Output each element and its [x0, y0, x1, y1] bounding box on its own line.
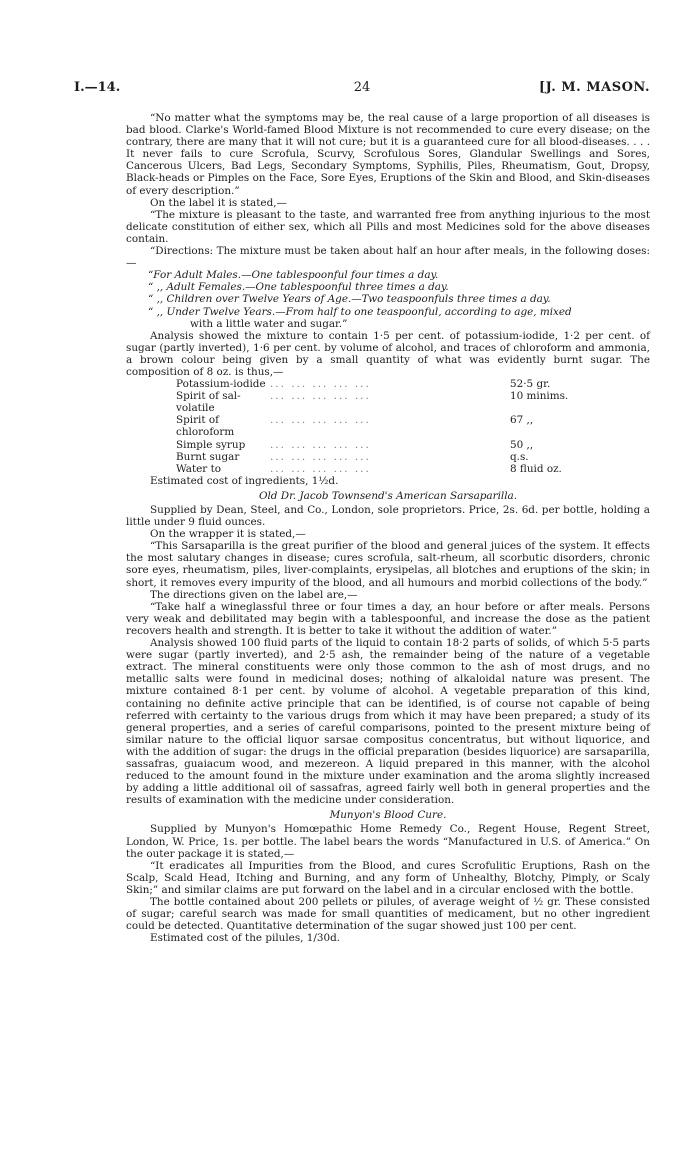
composition-name: Simple syrup: [176, 438, 246, 451]
townsend-wrapper-text: “This Sarsaparilla is the great purifier of the blood and general juices of the system. It effects the most salutary changes in disease; cures scrofula, salt-rheum, all scorbutic disorders, chronic sore eyes, rheumatism, piles, liver-complaints, erysipelas, all blotches and eruptions of the skin; in short, it removes every impurity of the blood, and all humours and morbid collections of the body.”: [126, 540, 650, 589]
munyon-claims: “It eradicates all Impurities from the Blood, and cures Scrofulitic Eruptions, Rash on the Scalp, Scald Head, Itching and Burning, and any form of Unhealthy, Blotchy, Pimply, or Scaly Skin;” and similar claims are put forward on the label and in a circular enclosed with the bottle.: [126, 859, 650, 896]
composition-dots: ... ... ... ... ...: [270, 438, 371, 451]
composition-name: Spirit of chloroform: [176, 414, 235, 439]
composition-row: [176, 378, 600, 390]
composition-dots: ... ... ... ... ...: [270, 462, 371, 475]
dose-adult-males: “For Adult Males.—One tablespoonful four times a day.: [148, 269, 439, 282]
clarke-label-intro: On the label it is stated,—: [150, 196, 287, 209]
composition-name: Potassium-iodide: [176, 378, 266, 391]
clarke-analysis: Analysis showed the mixture to contain 1·5 per cent. of potassium-iodide, 1·2 per cent. of sugar (partly inverted), 1·6 per cent. by volume of alcohol, and traces of chloroform and ammonia, a brown colour being given by a small quantity of what was evidently burnt sugar. The composition of 8 oz. is thus,—: [126, 329, 650, 378]
composition-dots: ... ... ... ... ...: [270, 450, 371, 463]
composition-dots: ... ... ... ... ...: [270, 414, 371, 427]
composition-amount: 10 minims.: [510, 390, 569, 403]
composition-table: [176, 378, 600, 475]
composition-row: [176, 451, 600, 463]
clarke-cost: Estimated cost of ingredients, 1½d.: [150, 474, 339, 487]
composition-amount: 52·5 gr.: [510, 378, 551, 391]
townsend-directions: “Take half a wineglassful three or four times a day, an hour before or after meals. Persons very weak and debilitated may begin with a tablespoonful, and increase the dose as the patient recovers health and strength. It is better to take it without the addition of water.”: [126, 600, 650, 637]
page-body: [126, 112, 650, 944]
author-name: [J. M. MASON.: [538, 80, 650, 95]
composition-row: [176, 414, 600, 438]
report-number: I.—14.: [74, 80, 121, 95]
townsend-directions-intro: The directions given on the label are,—: [150, 588, 358, 601]
composition-name: Water to: [176, 462, 221, 475]
composition-name: Spirit of sal-volatile: [176, 390, 241, 415]
clarke-label-text: “The mixture is pleasant to the taste, and warranted free from anything injurious to the most delicate constitution of either sex, which all Pills and most Medicines sold for the above diseases contain.: [126, 208, 650, 245]
townsend-analysis: Analysis showed 100 fluid parts of the liquid to contain 18·2 parts of solids, of which 5·5 parts were sugar (partly inverted), and 2·5 ash, the remainder being of the nature of a vegetable extract. The mineral constituents were only those common to the ash of most drugs, and no metallic salts were found in medicinal doses; nothing of alkaloidal nature was present. The mixture contained 8·1 per cent. by volume of alcohol. A vegetable preparation of this kind, containing no definite active principle that can be identified, is of course not capable of being referred with certainty to the various drugs from which it may have been prepared; a study of its general properties, and a series of careful comparisons, pointed to the present mixture being of similar nature to the official liquor sarsae compositus concentratus, but without liquorice, and with the addition of sugar: the drugs in the official preparation (besides liquorice) are sarsaparilla, sassafras, guaiacum wood, and mezereon. A liquid prepared in this manner, with the alcohol reduced to the amount found in the mixture under examination and the aroma slightly increased by adding a little additional oil of sassafras, agreed fairly well both in general properties and the results of examination with the medicine under consideration.: [126, 637, 650, 807]
dose-children-over-twelve: “ ,, Children over Twelve Years of Age.—Two teaspoonfuls three times a day.: [148, 293, 551, 306]
composition-amount: 8 fluid oz.: [510, 462, 562, 475]
clarke-quote: “No matter what the symptoms may be, the real cause of a large proportion of all diseases is bad blood. Clarke's World-famed Blood Mixture is not recommended to cure every disease; on the contrary, there are many that it will not cure; but it is a guaranteed cure for all blood-diseases. . . . It never fails to cure Scrofula, Scurvy, Scrofulous Sores, Glandular Swellings and Sores, Cancerous Ulcers, Bad Legs, Secondary Symptoms, Syphilis, Piles, Rheumatism, Gout, Dropsy, Black-heads or Pimples on the Face, Sore Eyes, Eruptions of the Skin and Blood, and Skin-diseases of every description.”: [126, 112, 650, 197]
composition-row: [176, 439, 600, 451]
munyon-cost: Estimated cost of the pilules, 1/30d.: [150, 932, 341, 945]
composition-row: [176, 390, 600, 414]
composition-dots: ... ... ... ... ...: [270, 378, 371, 391]
townsend-wrapper-intro: On the wrapper it is stated,—: [150, 528, 306, 541]
composition-row: [176, 463, 600, 475]
composition-amount: 50 ,,: [510, 438, 534, 451]
clarke-directions: “Directions: The mixture must be taken about half an hour after meals, in the following doses:—: [126, 245, 650, 270]
composition-name: Burnt sugar: [176, 450, 240, 463]
munyon-analysis: The bottle contained about 200 pellets or pilules, of average weight of ½ gr. These consisted of sugar; careful search was made for small quantities of medicament, but no other ingredient could be detected. Quantitative determination of the sugar showed just 100 per cent.: [126, 896, 650, 933]
dose-under-twelve-cont: with a little water and sugar.”: [190, 317, 348, 330]
composition-dots: ... ... ... ... ...: [270, 390, 371, 403]
composition-amount: q.s.: [510, 450, 529, 463]
townsend-heading: Old Dr. Jacob Townsend's American Sarsaparilla.: [258, 489, 518, 502]
townsend-supplier: Supplied by Dean, Steel, and Co., London, sole proprietors. Price, 2s. 6d. per bottle, holding a little under 9 fluid ounces.: [126, 504, 650, 529]
munyon-heading: Munyon's Blood Cure.: [329, 809, 447, 822]
page-number: 24: [353, 80, 371, 95]
page-header: [74, 82, 650, 102]
dose-adult-females: “ ,, Adult Females.—One tablespoonful three times a day.: [148, 281, 449, 294]
munyon-supplier: Supplied by Munyon's Homœpathic Home Remedy Co., Regent House, Regent Street, London, W. Price, 1s. per bottle. The label bears the words “Manufactured in U.S. of America.” On the outer package it is stated,—: [126, 823, 650, 860]
dose-under-twelve: “ ,, Under Twelve Years.—From half to one teaspoonful, according to age, mixed: [148, 305, 572, 318]
composition-amount: 67 ,,: [510, 414, 534, 427]
